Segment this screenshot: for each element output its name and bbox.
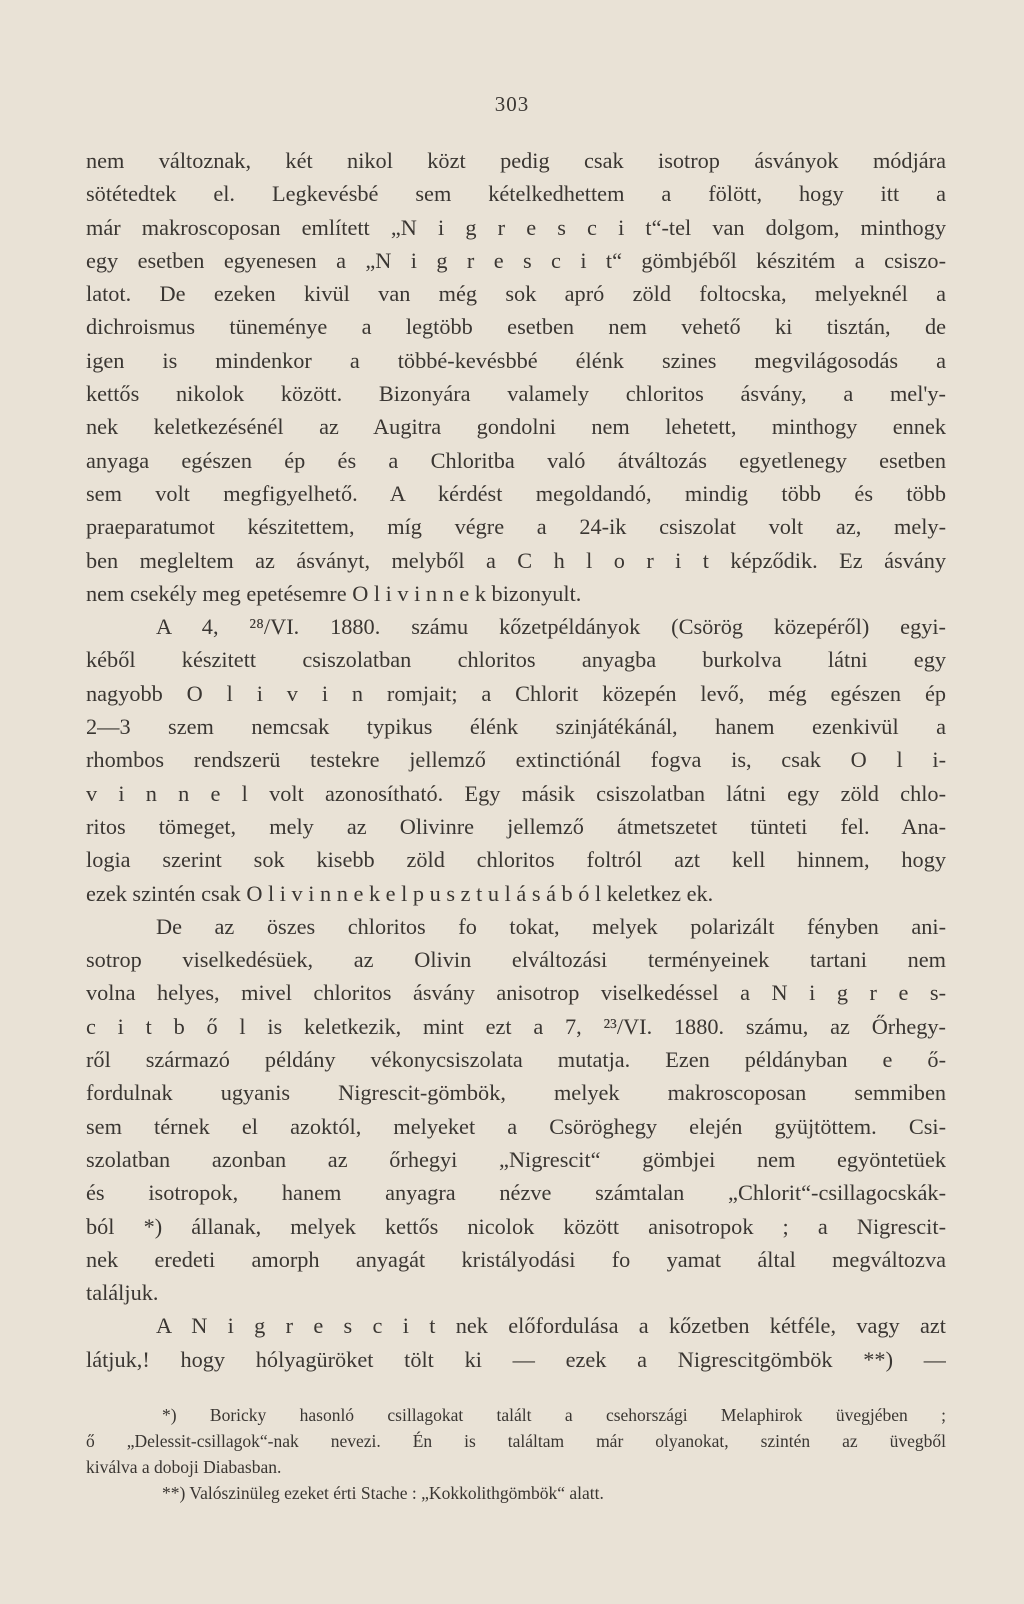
text-line: ezek szintén csak O l i v i n n e k e l p u s z t u l á s á b ó l keletkez ek.	[86, 880, 714, 906]
footnote-line: *) Boricky hasonló csillagokat talált a csehországi Melaphirok üvegjében ;	[162, 1405, 946, 1425]
footnote-1	[86, 1402, 946, 1480]
text-line: nem csekély meg epetésemre O l i v i n n e k bizonyult.	[86, 580, 582, 606]
text-line: és isotropok, hanem anyagra nézve számtalan „Chlorit“-csillagocskák-	[86, 1180, 946, 1206]
text-line: v i n n e l volt azonosítható. Egy másik csiszolatban látni egy zöld chlo-	[86, 780, 946, 806]
text-line: 2—3 szem nemcsak typikus élénk szinjátékánál, hanem ezenkivül a	[86, 714, 946, 740]
body-text	[86, 144, 946, 1376]
text-line: dichroismus tüneménye a legtöbb esetben nem vehető ki tisztán, de	[86, 314, 946, 340]
paragraph-3	[86, 910, 946, 1310]
text-line: logia szerint sok kisebb zöld chloritos foltról azt kell hinnem, hogy	[86, 847, 946, 873]
text-line: nem változnak, két nikol közt pedig csak isotrop ásványok módjára	[86, 148, 946, 173]
text-line: fordulnak ugyanis Nigrescit-gömbök, melyek makroscoposan semmiben	[86, 1080, 946, 1106]
text-line: sem volt megfigyelhető. A kérdést megoldandó, mindig több és több	[86, 480, 946, 506]
text-line: nagyobb O l i v i n romjait; a Chlorit közepén levő, még egészen ép	[86, 680, 946, 706]
paragraph-1	[86, 144, 946, 610]
text-line: sem térnek el azoktól, melyeket a Csöröghegy elején gyüjtöttem. Csi-	[86, 1113, 946, 1139]
text-line: kettős nikolok között. Bizonyára valamely chloritos ásvány, a mel'y-	[86, 381, 946, 407]
text-line: sotrop viselkedésüek, az Olivin elváltozási terményeinek tartani nem	[86, 947, 946, 973]
text-line: ről származó példány vékonycsiszolata mutatja. Ezen példányban e ő-	[86, 1047, 946, 1073]
footnote-line: **) Valószinüleg ezeket érti Stache : „Kokkolithgömbök“ alatt.	[162, 1483, 604, 1503]
text-line: kéből készitett csiszolatban chloritos anyagba burkolva látni egy	[86, 647, 946, 673]
text-line: rhombos rendszerü testekre jellemző extinctiónál fogva is, csak O l i-	[86, 747, 946, 773]
text-line: praeparatumot készitettem, míg végre a 24-ik csiszolat volt az, mely-	[86, 514, 946, 540]
footnote-2	[86, 1480, 946, 1506]
text-line: igen is mindenkor a többé-kevésbbé élénk szines megvilágosodás a	[86, 347, 946, 373]
text-line: latot. De ezeken kivül van még sok apró zöld foltocska, melyeknél a	[86, 281, 946, 307]
text-line: sötétedtek el. Legkevésbé sem kételkedhettem a fölött, hogy itt a	[86, 181, 946, 207]
paragraph-2	[86, 610, 946, 910]
text-line: nek keletkezésénél az Augitra gondolni nem lehetett, minthogy ennek	[86, 414, 946, 440]
text-line: egy esetben egyenesen a „N i g r e s c i t“ gömbjéből készitém a csiszo-	[86, 247, 946, 273]
text-line: ból *) állanak, melyek kettős nicolok között anisotropok ; a Nigrescit-	[86, 1213, 946, 1239]
text-line: De az öszes chloritos fo tokat, melyek polarizált fényben ani-	[156, 913, 946, 939]
page-number: 303	[494, 92, 530, 116]
footnote-line: kiválva a doboji Diabasban.	[86, 1457, 282, 1477]
text-line: már makroscoposan említett „N i g r e s c i t“-tel van dolgom, minthogy	[86, 214, 946, 240]
text-line: ben megleltem az ásványt, melyből a C h l o r i t képződik. Ez ásvány	[86, 547, 946, 573]
text-line: szolatban azonban az őrhegyi „Nigrescit“ gömbjei nem egyöntetüek	[86, 1146, 946, 1172]
footnotes	[86, 1402, 946, 1506]
text-line: ritos tömeget, mely az Olivinre jellemző átmetszetet tünteti fel. Ana-	[86, 813, 946, 839]
text-line: volna helyes, mivel chloritos ásvány anisotrop viselkedéssel a N i g r e s-	[86, 980, 946, 1006]
text-line: nek eredeti amorph anyagát kristályodási fo yamat által megváltozva	[86, 1246, 946, 1272]
text-line: c i t b ő l is keletkezik, mint ezt a 7, ²³/VI. 1880. számu, az Őrhegy-	[86, 1013, 946, 1039]
text-line: látjuk,! hogy hólyagüröket tölt ki — ezek a Nigrescitgömbök **) —	[86, 1346, 946, 1372]
text-line: találjuk.	[86, 1280, 159, 1306]
footnote-line: ő „Delessit-csillagok“-nak nevezi. Én is találtam már olyanokat, szintén az üvegből	[86, 1431, 946, 1451]
text-line: anyaga egészen ép és a Chloritba való átváltozás egyetlenegy esetben	[86, 447, 946, 473]
text-line: A 4, ²⁸/VI. 1880. számu kőzetpéldányok (Csörög közepéről) egyi-	[156, 614, 946, 640]
paragraph-4	[86, 1309, 946, 1376]
text-line: A N i g r e s c i t nek előfordulása a kőzetben kétféle, vagy azt	[156, 1313, 946, 1339]
